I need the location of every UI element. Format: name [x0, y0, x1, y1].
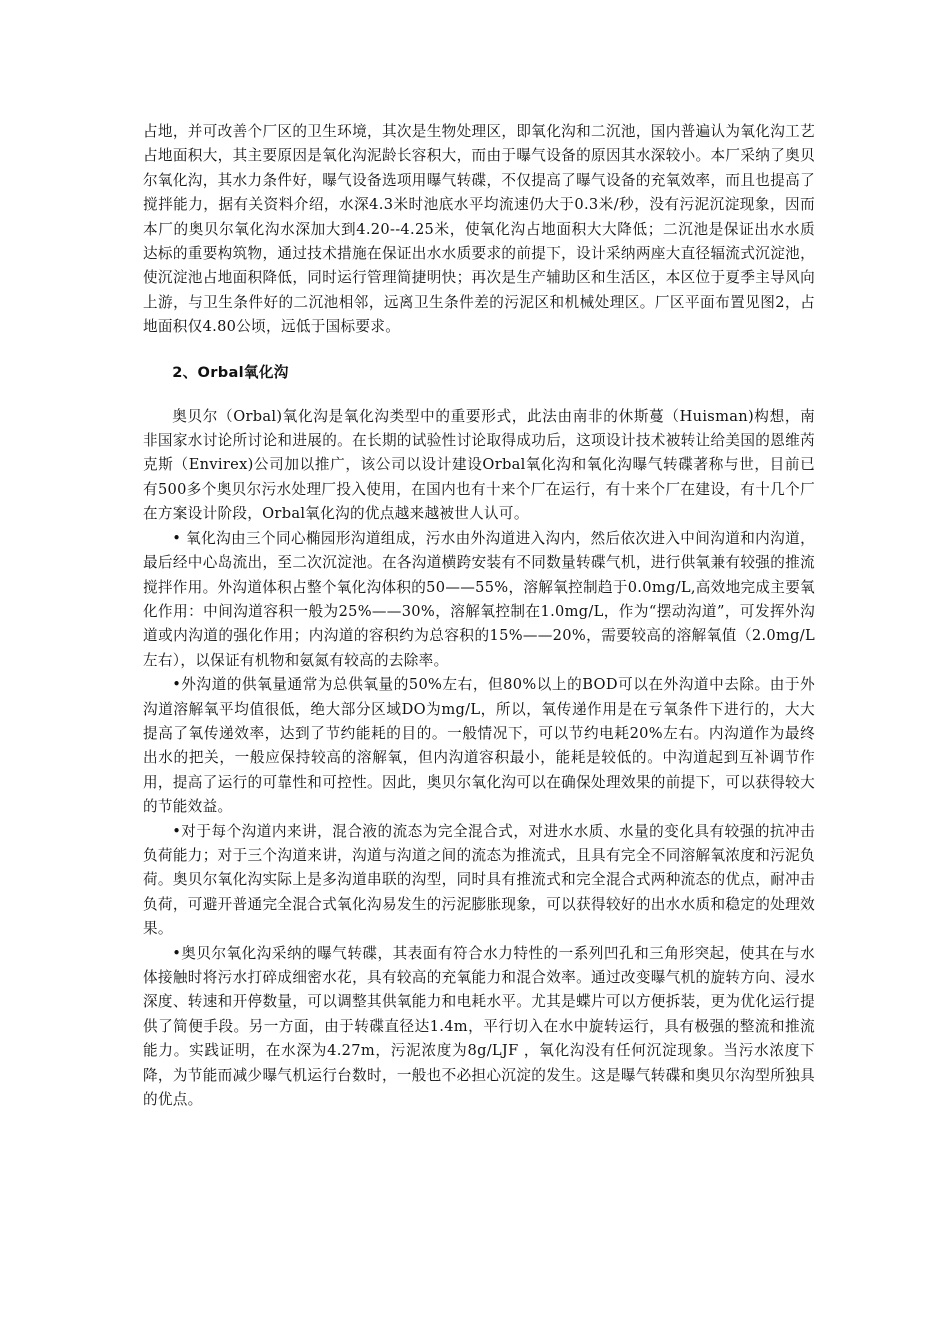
bullet-paragraph-aeration-disc: •奥贝尔氧化沟采纳的曝气转碟，其表面有符合水力特性的一系列凹孔和三角形突起，使其在与水体接触时将污水打碎成细密水花，具有较高的充氧能力和混合效率。通过改变曝气机的旋转方向、浸水深度、转速和开停数量，可以调整其供氧能力和电耗水平。尤其是蝶片可以方便拆装，更为优化运行提供了简便手段。另一方面，由于转碟直径达1.4m，平行切入在水中旋转运行，具有极强的整流和推流能力。实践证明，在水深为4.27m，污泥浓度为8g/LJF ，氧化沟没有任何沉淀现象。当污水浓度下降，为节能而减少曝气机运行台数时，一般也不必担心沉淀的发生。这是曝气转碟和奥贝尔沟型所独具的优点。	[143, 944, 815, 1109]
bullet-paragraph-flow-regime: •对于每个沟道内来讲，混合液的流态为完全混合式，对进水水质、水量的变化具有较强的抗冲击负荷能力；对于三个沟道来讲，沟道与沟道之间的流态为推流式，且具有完全不同溶解氧浓度和污泥负荷。奥贝尔氧化沟实际上是多沟道串联的沟型，同时具有推流式和完全混合式两种流态的优点，耐冲击负荷，可避开普通完全混合式氧化沟易发生的污泥膨胀现象，可以获得较好的出水水质和稳定的处理效果。	[143, 822, 815, 938]
paragraph-site-layout: 占地，并可改善个厂区的卫生环境，其次是生物处理区，即氧化沟和二沉池，国内普遍认为氧化沟工艺占地面积大，其主要原因是氧化沟泥龄长容积大，而由于曝气设备的原因其水深较小。本厂采纳了奥贝尔氧化沟，其水力条件好，曝气设备选项用曝气转碟，不仅提高了曝气设备的充氧效率，而且也提高了搅拌能力，据有关资料介绍，水深4.3米时池底水平均流速仍大于0.3米/秒，没有污泥沉淀现象，因而本厂的奥贝尔氧化沟水深加大到4.20--4.25米，使氧化沟占地面积大大降低；二沉池是保证出水水质达标的重要构筑物，通过技术措施在保证出水水质要求的前提下，设计采纳两座大直径辐流式沉淀池，使沉淀池占地面积降低，同时运行管理简捷明快；再次是生产辅助区和生活区，本区位于夏季主导风向上游，与卫生条件好的二沉池相邻，远离卫生条件差的污泥区和机械处理区。厂区平面布置见图2，占地面积仅4.80公顷，远低于国标要求。	[143, 123, 815, 336]
paragraph-orbal-intro: 奥贝尔（Orbal)氧化沟是氧化沟类型中的重要形式，此法由南非的休斯蔓（Huisman)构想，南非国家水讨论所讨论和进展的。在长期的试验性讨论取得成功后，这项设计技术被转让给美国的恩维芮克斯（Envirex)公司加以推广，该公司以设计建设Orbal氧化沟和氧化沟曝气转碟著称与世，目前已有500多个奥贝尔污水处理厂投入使用，在国内也有十来个厂在运行，有十来个厂在建设，有十几个厂在方案设计阶段，Orbal氧化沟的优点越来越被世人认可。	[143, 407, 815, 523]
bullet-paragraph-channels: • 氧化沟由三个同心椭园形沟道组成，污水由外沟道进入沟内，然后依次进入中间沟道和内沟道，最后经中心岛流出，至二次沉淀池。在各沟道横跨安装有不同数量转碟气机，进行供氧兼有较强的推流搅拌作用。外沟道体积占整个氧化沟体积的50——55%，溶解氧控制趋于0.0mg/L,高效地完成主要氧化作用：中间沟道容积一般为25%——30%，溶解氧控制在1.0mg/L，作为“摆动沟道”，可发挥外沟道或内沟道的强化作用；内沟道的容积约为总容积的15%——20%，需要较高的溶解氧值（2.0mg/L左右），以保证有机物和氨氮有较高的去除率。	[143, 529, 815, 669]
bullet-paragraph-oxygen-supply: •外沟道的供氧量通常为总供氧量的50%左右，但80%以上的BOD可以在外沟道中去除。由于外沟道溶解氧平均值很低，绝大部分区域DO为mg/L，所以，氧传递作用是在亏氧条件下进行的，大大提高了氧传递效率，达到了节约能耗的目的。一般情况下，可以节约电耗20%左右。内沟道作为最终出水的把关，一般应保持较高的溶解氧，但内沟道容积最小，能耗是较低的。中沟道起到互补调节作用，提高了运行的可靠性和可控性。因此，奥贝尔氧化沟可以在确保处理效果的前提下，可以获得较大的节能效益。	[143, 676, 815, 816]
section-heading-orbal: 2、Orbal氧化沟	[172, 363, 289, 381]
document-body	[143, 120, 815, 1112]
